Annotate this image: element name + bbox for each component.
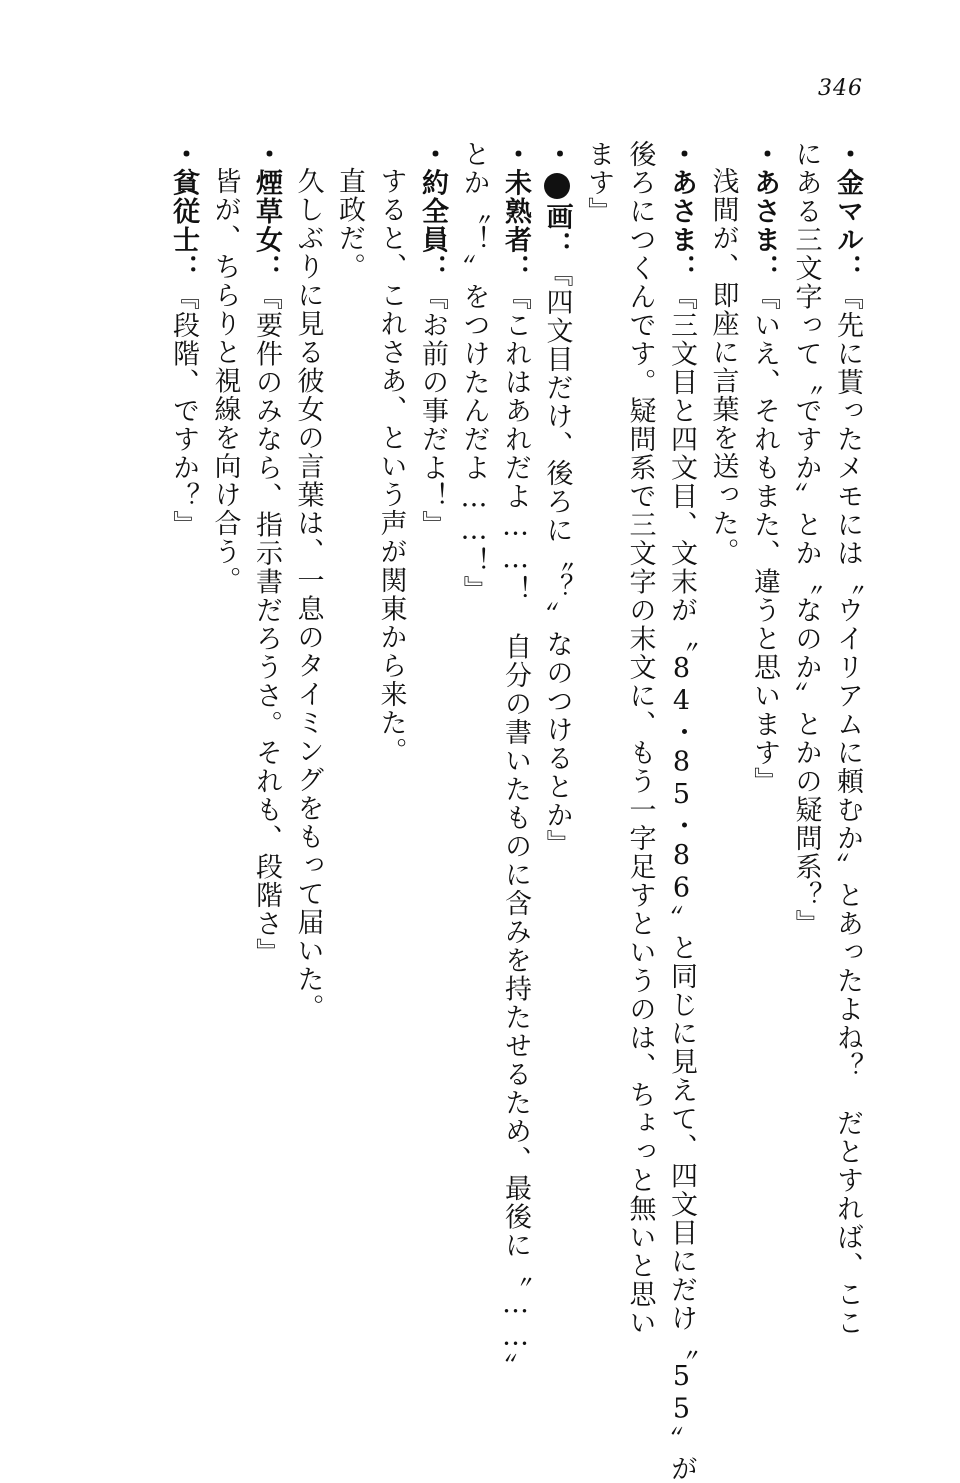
text-line — [702, 140, 744, 1340]
text-line — [329, 140, 371, 1340]
text-line — [204, 140, 246, 1340]
narration: すると、これさあ、という声が関東から来た。 — [376, 167, 407, 766]
dialogue: 『要件のみなら、指示書だろうさ。それも、段階さ』 — [251, 283, 282, 967]
text-line — [578, 140, 620, 1340]
narration: 浅間が、即座に言葉を送った。 — [708, 167, 739, 566]
speaker-name: 金マル： — [832, 169, 863, 283]
dialogue: 『先に貰ったメモには〝ウイリアムに頼むか〟とあったよね？ だとすれば、ここ — [832, 283, 863, 1338]
circle-mark-icon — [544, 173, 570, 199]
bullet-dot-icon: ・ — [542, 140, 573, 169]
speaker-name: 未熟者： — [500, 169, 531, 283]
dialogue: 『お前の事だよ！』 — [417, 283, 448, 540]
text-line — [495, 140, 537, 1340]
body-text — [163, 140, 869, 1340]
bullet-dot-icon: ・ — [832, 140, 863, 169]
bullet-dot-icon: ・ — [251, 140, 282, 169]
text-line — [453, 140, 495, 1340]
speaker-name: 貧従士： — [168, 169, 199, 283]
text-line — [536, 140, 578, 1340]
text-line — [744, 140, 786, 1340]
page-number: 346 — [818, 76, 863, 101]
narration: ます』 — [583, 140, 614, 226]
text-line — [619, 140, 661, 1340]
bullet-dot-icon: ・ — [168, 140, 199, 169]
narration: 直政だ。 — [334, 167, 365, 281]
dialogue: 『四文目だけ、後ろに〝？〟なのつけるとか』 — [542, 260, 573, 859]
speaker-name: 画： — [542, 203, 573, 260]
narration: にある三文字って〝ですか〟とか〝なのか〟とかの疑問系？』 — [791, 140, 822, 938]
bullet-dot-icon: ・ — [500, 140, 531, 169]
text-line — [827, 140, 869, 1340]
text-line — [287, 140, 329, 1340]
bullet-dot-icon: ・ — [417, 140, 448, 169]
narration: 皆が、ちらりと視線を向け合う。 — [210, 167, 241, 595]
narration: 後ろにつくんです。疑問系で三文字の末文に、もう一字足すというのは、ちょっと無いと思い — [625, 140, 656, 1337]
text-line — [661, 140, 703, 1340]
text-line — [163, 140, 205, 1340]
text-line — [412, 140, 454, 1340]
dialogue: 『いえ、それもまた、違うと思います』 — [749, 283, 780, 796]
speaker-name: あさま： — [666, 169, 697, 283]
speaker-name: 煙草女： — [251, 169, 282, 283]
text-line — [370, 140, 412, 1340]
dialogue: 『段階、ですか？』 — [168, 283, 199, 540]
speaker-name: あさま： — [749, 169, 780, 283]
bullet-dot-icon: ・ — [749, 140, 780, 169]
narration: とか〝！〟をつけたんだよ……！』 — [459, 140, 490, 604]
dialogue: 『三文目と四文目、文末が〝84・85・86〟と同じに見えて、四文目にだけ〝55〟が — [666, 283, 697, 1483]
bullet-dot-icon: ・ — [666, 140, 697, 169]
narration: 久しぶりに見る彼女の言葉は、一息のタイミングをもって届いた。 — [293, 167, 324, 1022]
speaker-name: 約全員： — [417, 169, 448, 283]
dialogue: 『これはあれだよ……！ 自分の書いたものに含みを持たせるため、最後に〝……〟 — [500, 283, 531, 1382]
text-line — [785, 140, 827, 1340]
text-line — [246, 140, 288, 1340]
